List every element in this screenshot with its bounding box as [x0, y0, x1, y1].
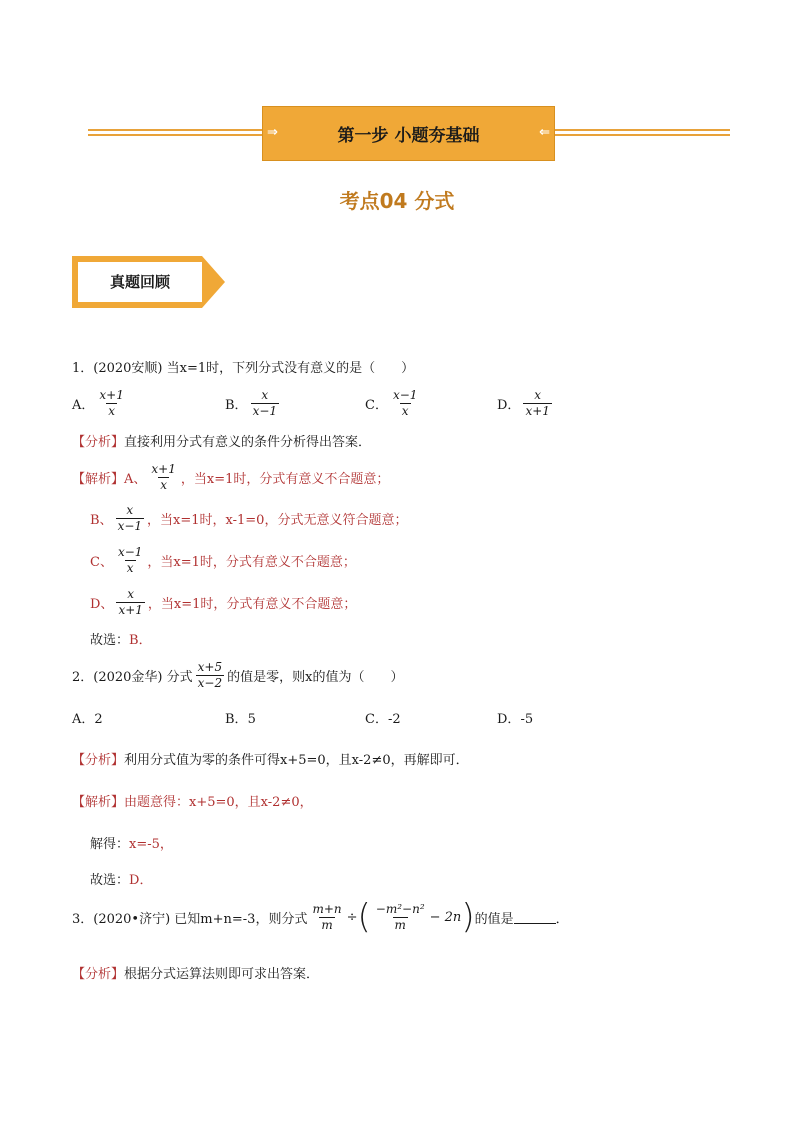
q2-option-b: B．5 — [225, 712, 256, 727]
q2-stem: 2．(2020金华) 分式 $\frac{x+5}{x-2}$ 的值是零，则x的值为（ ） — [72, 660, 404, 690]
banner-title: 第一步 小题夯基础 — [337, 126, 480, 146]
q2-option-d: D．-5 — [497, 712, 534, 727]
right-paren: ) — [461, 897, 475, 937]
q1-solution-c: C、 $\frac{x-1}{x}$ ，当x=1时，分式有意义不合题意； — [90, 545, 356, 575]
banner-line-right — [555, 128, 730, 138]
q2-solve: 解得：x=-5， — [90, 837, 173, 852]
q3-stem: 3．(2020•济宁) 已知m+n=-3，则分式 $\frac{m+n}{m}$ ÷ ( $\frac{\text{−m²−n²}}{m}$ − 2n ) 的值是 ． — [72, 897, 569, 937]
q1-option-a: A． $\frac{x+1}{x}$ — [72, 388, 124, 418]
q2-option-a: A．2 — [72, 712, 103, 727]
q2-option-c: C．-2 — [365, 712, 401, 727]
q2-solution: 【解析】由题意得：x+5=0，且x-2≠0， — [72, 795, 313, 810]
q1-stem: 1．(2020安顺) 当x=1时，下列分式没有意义的是（ ） — [72, 361, 415, 376]
answer-blank[interactable] — [514, 911, 556, 924]
q2-answer: 故选：D． — [90, 873, 153, 888]
q1-option-c: C． $\frac{x-1}{x}$ — [365, 388, 418, 418]
q1-answer: 故选：B． — [90, 633, 152, 648]
section-label: 真题回顾 — [109, 273, 170, 291]
left-paren: ( — [357, 897, 371, 937]
q1-option-d: D． $\frac{x}{x+1}$ — [497, 388, 550, 418]
banner — [262, 106, 555, 161]
q1-solution-a: 【解析】 A、 $\frac{x+1}{x}$ ，当x=1时，分式有意义不合题意； — [72, 462, 390, 492]
q1-solution-d: D、 $\frac{x}{x+1}$ ，当x=1时，分式有意义不合题意； — [90, 587, 357, 617]
banner-line-left — [88, 128, 263, 138]
arrow-right-icon: ⇒ — [267, 125, 278, 140]
q3-analysis: 【分析】根据分式运算法则即可求出答案． — [72, 967, 320, 982]
q1-analysis: 【分析】直接利用分式有意义的条件分析得出答案． — [72, 435, 372, 450]
section-tag — [72, 256, 227, 308]
q2-analysis: 【分析】利用分式值为零的条件可得x+5=0，且x-2≠0，再解即可． — [72, 753, 469, 768]
q1-solution-b: B、 $\frac{x}{x-1}$ ，当x=1时，x-1=0，分式无意义符合题意； — [90, 503, 408, 533]
q1-option-b: B． $\frac{x}{x-1}$ — [225, 388, 278, 418]
page-subtitle: 考点04 分式 — [339, 189, 455, 213]
arrow-left-icon: ⇐ — [539, 125, 550, 140]
